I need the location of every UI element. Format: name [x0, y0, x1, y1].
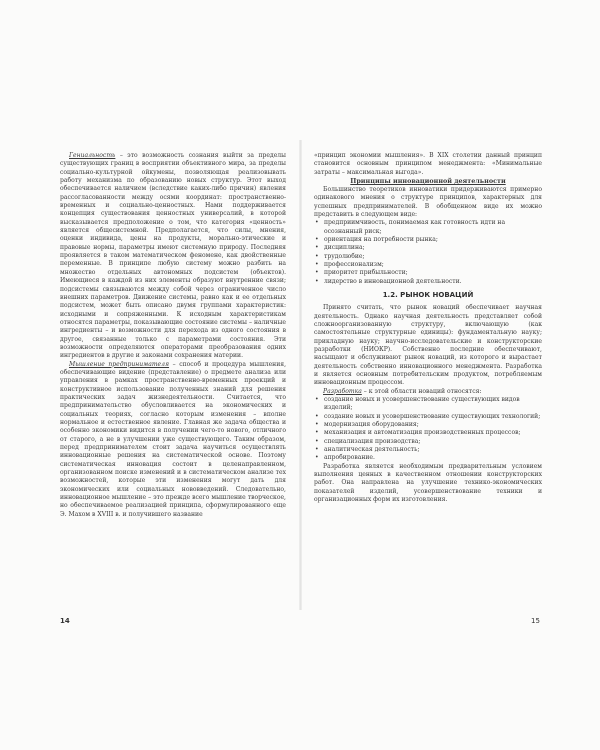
paragraph-genius — [60, 152, 286, 361]
list-item: • лидерство в инновационной деятельности. — [314, 278, 542, 286]
paragraph-entrepreneur-thinking-text: – способ и процедура мышления, обеспечивающие видение (представление) о предмете анализа или управления в рамках пространственно-временных проекций и конструктивное использование полученных знаний для решения практических задач жизнедеятельности. Считается, что предпринимательство обусловливается на экономических и социальных теориях, согласно которым изменения – вполне нормальное и естественное явление. Главная же задача общества и особенно экономики видится в получении чего-то нового, отличного от старого, а не в улучшении уже существующего. Таким образом, перед предпринимателем стоит задача научиться осуществлять инновационные решения на систематической основе. Поэтому систематическая инновация состоит в целенаправленном, организованном поиске изменений и в систематическом анализе тех возможностей, которые эти изменения могут дать для экономических или социальных нововведений. Следовательно, инновационное мышление – это прежде всего мышление творческое, но обеспечиваемое реализацией принципа, сформулированного еще Э. Махом в XVIII в. и получившего название — [60, 360, 287, 518]
term-genius: Гениальность — [69, 152, 116, 159]
list-item: • ориентация на потребности рынка; — [314, 236, 542, 244]
list-item: • создание новых и усовершенствование существующих видов изделий; — [314, 396, 542, 413]
list-item: • специализация производства; — [314, 438, 542, 446]
list-item: • аналитическая деятельность; — [314, 446, 542, 454]
paragraph-entrepreneur-thinking — [60, 361, 286, 520]
page-number-right: 15 — [531, 617, 540, 625]
page-number-left: 14 — [60, 617, 70, 625]
list-item: • предприимчивость, понимаемая как готовность идти на осознанный риск; — [314, 219, 542, 236]
section-title: 1.2. РЫНОК НОВАЦИЙ — [382, 291, 474, 300]
list-item: • создание новых и усовершенствование существующих технологий; — [314, 413, 542, 421]
list-item: • апробирование. — [314, 454, 542, 462]
paragraph-continuation: «принцип экономии мышления». В XIX столетии данный принцип становится основным принципом менеджмента: «Минимальные затраты – максимальная выгода». — [314, 152, 542, 176]
principles-list — [314, 219, 542, 286]
term-development: Разработка — [323, 387, 362, 395]
left-page — [60, 152, 286, 519]
page-gutter — [299, 140, 302, 610]
paragraph-development-lead — [314, 388, 542, 396]
paragraph-principles-intro: Большинство теоретиков инноватики придерживаются примерно одинакового мнения о структуре принципов, характерных для успешных предпринимателей. В обобщенном виде их можно представить в следующем виде: — [314, 186, 542, 219]
paragraph-genius-text: – это возможность сознания выйти за пределы существующих границ в восприятии объективного мира, за пределы социально-культурной ойкумены, позволяющая реализовывать работу механизма по образованию новых структур. Этот выход обеспечивается наличием (вследствие каких-либо причин) явления рассогласованности между осями координат: пространственно-временных и социально-ценностных. Нами поддерживается концепция существования ценностных универсалий, в которой высказывается предположение о том, что категория «ценность» является общесистемной. Предполагается, что силы, мнения, оценки индивида, цены на продукты, морально-этические и правовые нормы, параметры имеют системную природу. Последняя проявляется в таком математическом феномене, как двойственные переменные. В принципе любую систему можно разбить на множество отдельных автономных подсистем (объектов). Имеющиеся в каждой из них элементы образуют внутренние связи; подсистемы связываются между собой через ограниченное число внешних параметров. Движение системы, равно как и ее отдельных подсистем, может быть описано двумя группами характеристик: исходными и сопряженными. К исходным характеристикам относятся параметры, показывающие состояние системы – наличные ингредиенты – и возможности для перехода из одного состояния в другое, связанные только с параметрами состояния. Эти возможности определяются операторами преобразования одних ингредиентов в другие и законами сохранения материи. — [60, 152, 286, 360]
list-item: • дисциплина; — [314, 244, 542, 252]
subheading-principles: Принципы инновационной деятельности — [350, 177, 506, 186]
paragraph-market: Принято считать, что рынок новаций обеспечивает научная деятельность. Однако научная деятельность представляет собой сложноорганизованную структуру, включающую (как самостоятельные структурные единицы): фундаментальную науку; прикладную науку; научно-исследовательские и конструкторские разработки (НИОКР). Собственно последние обеспечивают, насыщают и обслуживают рынок новаций, из которого и вырастает деятельность собственно инновационного менеджмента. Разработка и является основным потребительским продуктом, потребляемым инновационным процессом. — [314, 304, 542, 387]
paragraph-closing: Разработка является необходимым предварительным условием выполнения ценных в качественном отношении конструкторских работ. Она направлена на улучшение технико-экономических показателей изделий, усовершенствование техники и организационных форм их изготовления. — [314, 462, 542, 504]
list-item: • профессионализм; — [314, 261, 542, 269]
term-entrepreneur-thinking: Мышление предпринимателя — [69, 360, 170, 368]
list-item: • модернизация оборудования; — [314, 421, 542, 429]
list-item: • трудолюбие; — [314, 253, 542, 261]
list-item: • механизация и автоматизация производственных процессов; — [314, 429, 542, 437]
development-list — [314, 396, 542, 463]
list-item: • приоритет прибыльности; — [314, 269, 542, 277]
development-lead-text: – к этой области новаций относятся: — [361, 387, 482, 395]
right-page — [314, 152, 542, 504]
